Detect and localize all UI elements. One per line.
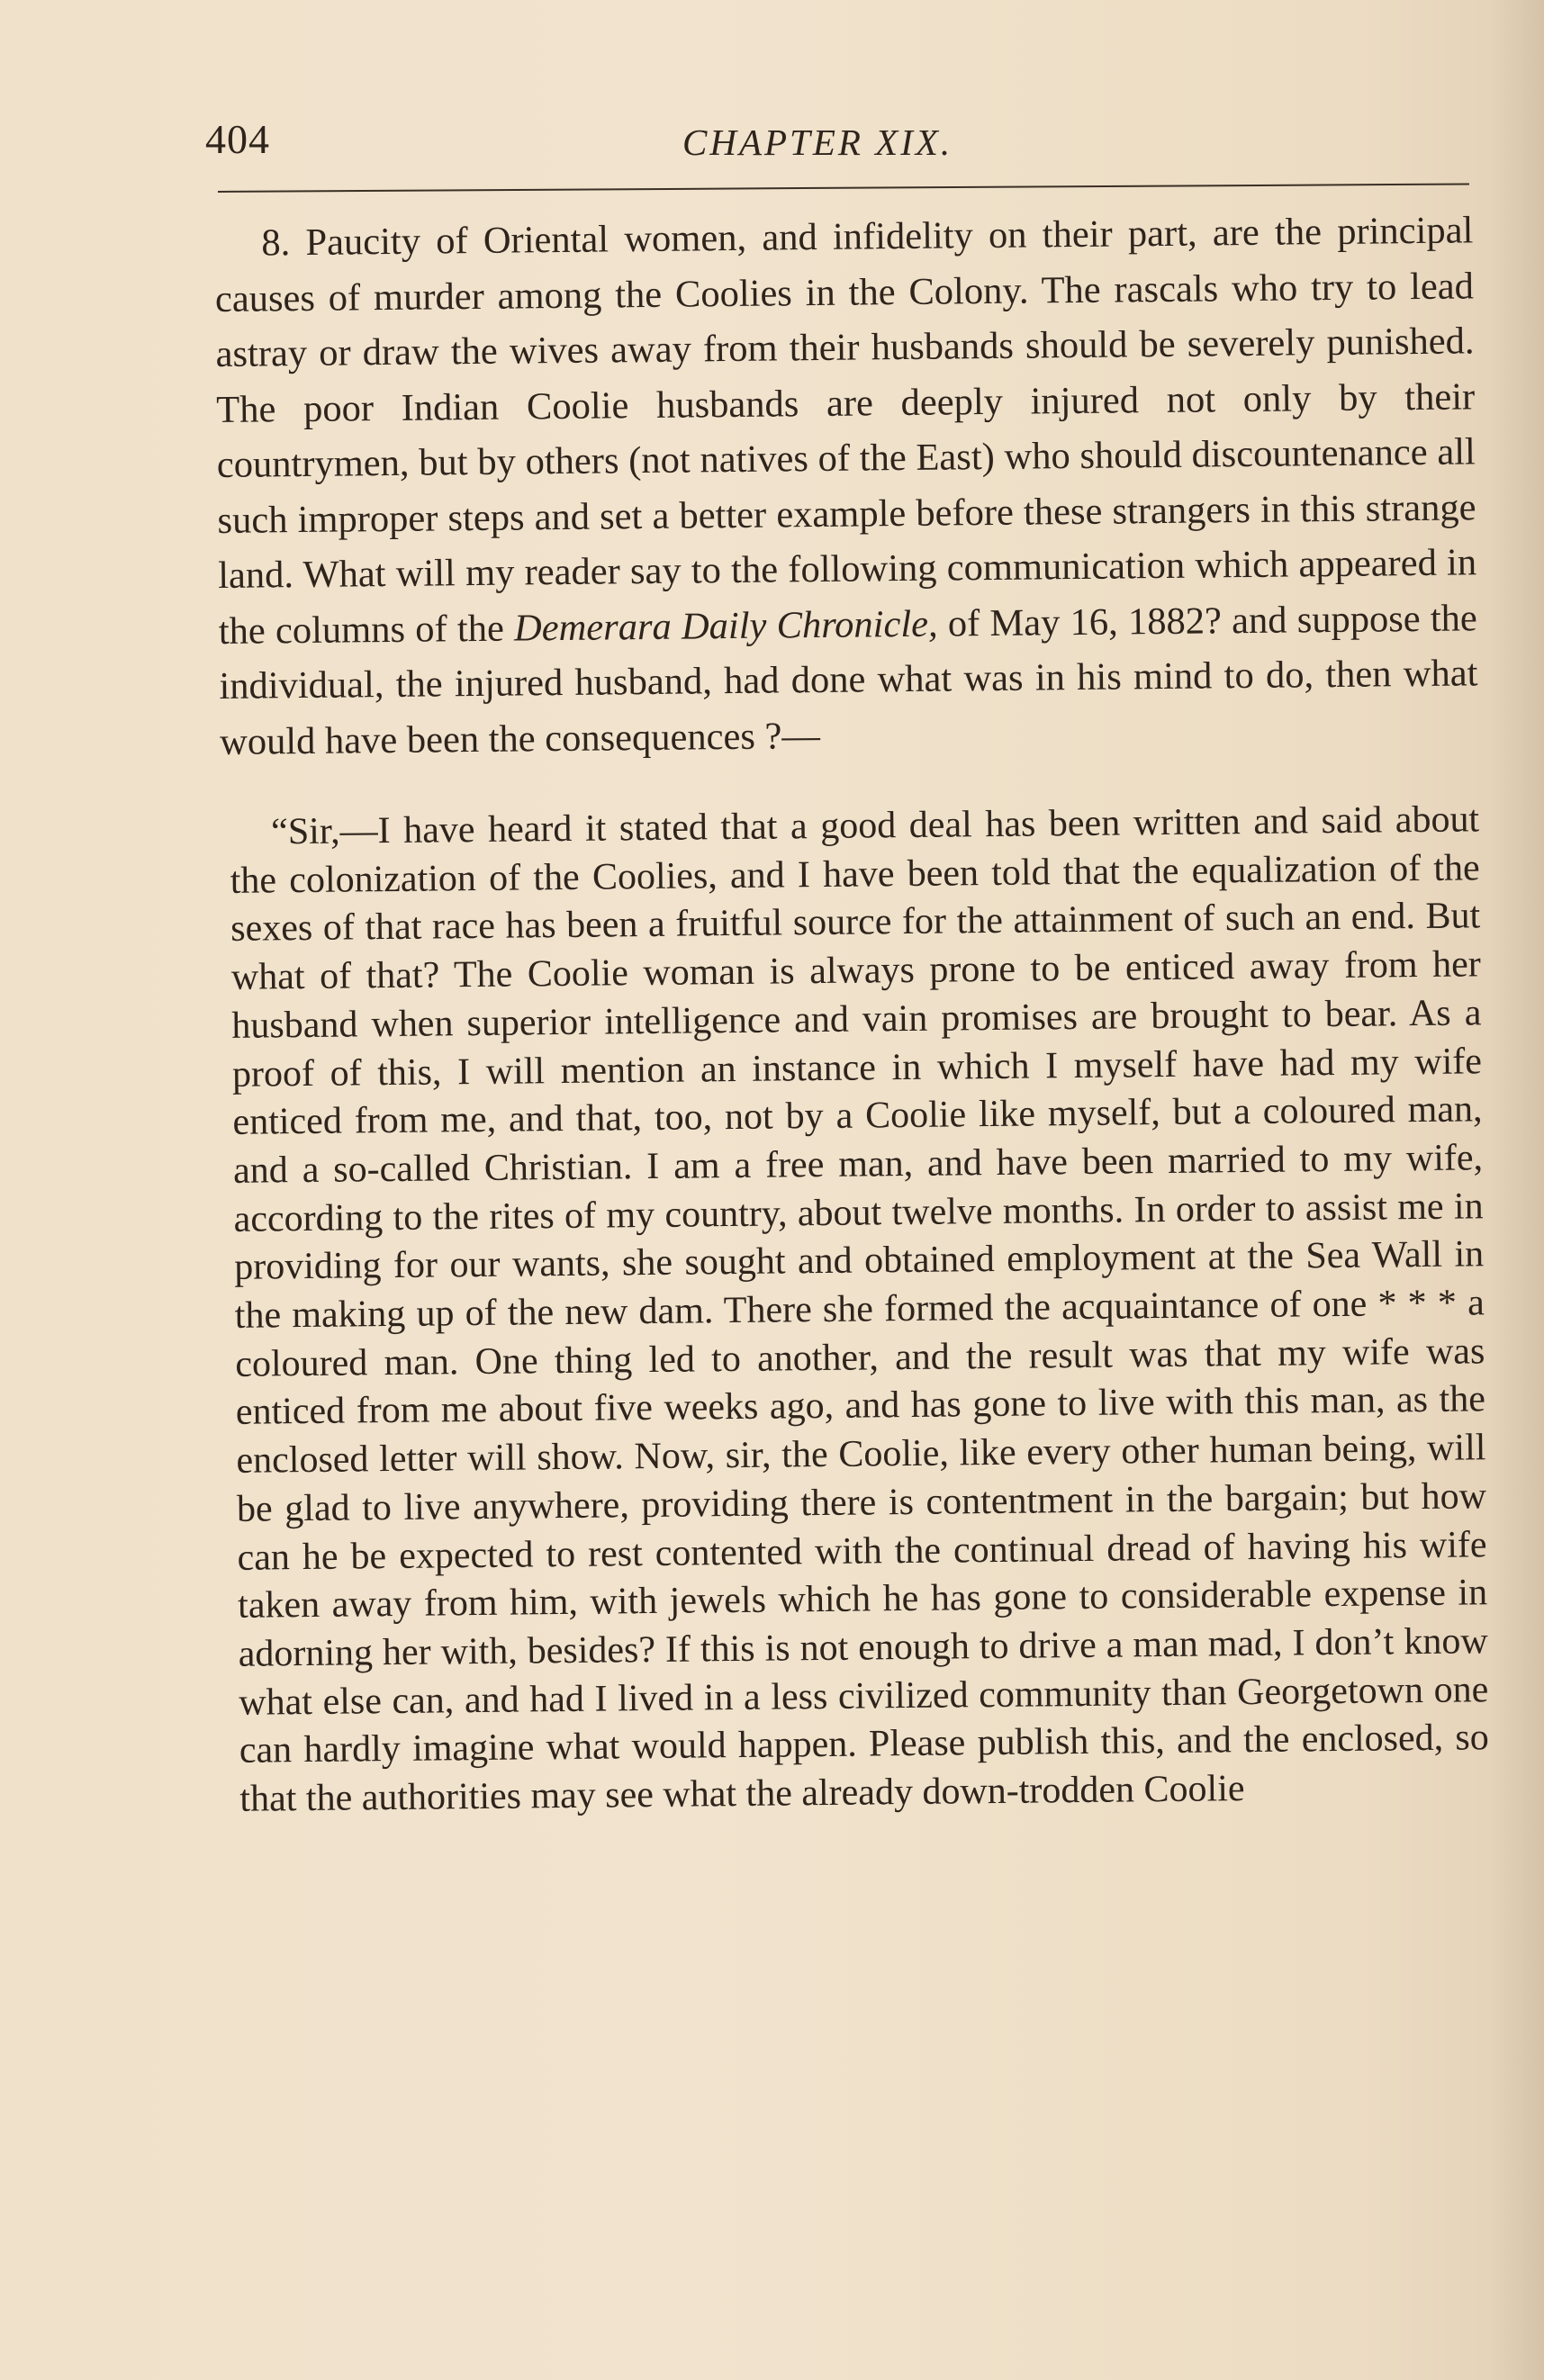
body-text bbox=[214, 203, 1490, 1824]
paragraph bbox=[214, 203, 1478, 770]
header-rule bbox=[218, 184, 1469, 193]
page-header bbox=[205, 115, 1466, 169]
running-head: CHAPTER XIX. bbox=[682, 122, 953, 163]
quoted-letter: “Sir,—I have heard it stated that a good deal has been written and said about the colonization of the Coolies, and I have been told that the equalization of the sexes of that race has been a fruitful source for the attainment of such an end. But what of that? The Coolie woman is always prone to be enticed away from her husband when superior intelligence and vain promises are brought to bear. As a proof of this, I will mention an instance in which I myself have had my wife enticed from me, and that, too, not by a Coolie like myself, but a coloured man, and a so-called Christian. I am a free man, and have been married to my wife, according to the rites of my country, about twelve months. In order to assist me in providing for our wants, she sought and obtained employment at the Sea Wall in the making up of the new dam. There she formed the acquaintance of one * * * a coloured man. One thing led to another, and the result was that my wife was enticed from me about five weeks ago, and has gone to live with this man, as the enclosed letter will show. Now, sir, the Coolie, like every other human being, will be glad to live anywhere, providing there is contentment in the bargain; but how can he be expected to rest contented with the continual dread of having his wife taken away from him, with jewels which he has gone to considerable expense in adorning her with, besides? If this is not enough to drive a man mad, I don’t know what else can, and had I lived in a less civilized community than Georgetown one can hardly imagine what would happen. Please publish this, and the enclosed, so that the authorities may see what the already down-trodden Coolie bbox=[230, 798, 1490, 1820]
page-edge-shadow bbox=[1490, 0, 1544, 2380]
newspaper-title: Demerara Daily Chronicle, bbox=[513, 602, 938, 650]
paragraph-text: 8. Paucity of Oriental women, and infidelity on their part, are the principal causes of murder among the Coolies in the Colony. The rascals who try to lead astray or draw the wives away from their husbands should be severely punished. The poor Indian Coolie husbands are deeply injured not only by their countrymen, but by others (not natives of the East) who should discountenance all such improper steps and set a better example before these strangers in this strange land. What will my reader say to the following communication which appeared in the columns of the bbox=[214, 209, 1477, 653]
paragraph-text: of May 16, 1882? and suppose the individual, the injured husband, had done what was in his mind to do, then what would have been the consequences ?— bbox=[219, 596, 1478, 763]
page-number: 404 bbox=[205, 116, 270, 162]
